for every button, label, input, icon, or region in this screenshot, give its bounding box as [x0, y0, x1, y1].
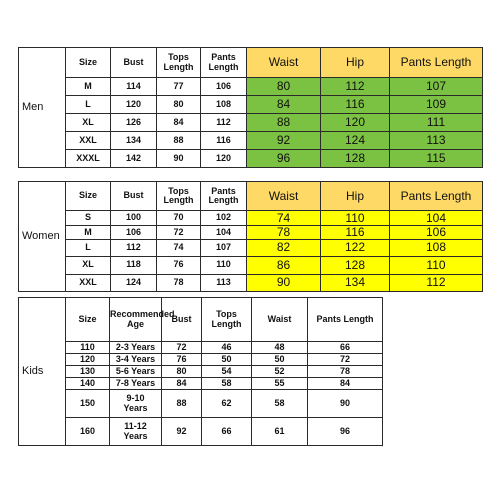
header-bust: Bust: [111, 182, 157, 211]
header-tops-length: Tops Length: [157, 182, 201, 211]
cell-waist: 50: [252, 354, 308, 366]
table-row: [19, 211, 483, 226]
cell-size: S: [66, 211, 111, 226]
table-row: [19, 226, 483, 240]
cell-pants-length: 112: [201, 114, 247, 132]
cell-bust: 88: [162, 390, 202, 418]
header-waist: Waist: [252, 298, 308, 342]
cell-size: 110: [66, 342, 110, 354]
header-bust: Bust: [111, 48, 157, 78]
cell-size: XXXL: [66, 150, 111, 168]
women-header-row: [19, 182, 483, 211]
cell-hip: 116: [321, 96, 390, 114]
table-row: [19, 390, 383, 418]
cell-waist: 61: [252, 418, 308, 446]
cell-pants-length: 96: [308, 418, 383, 446]
cell-hip: 128: [321, 256, 390, 274]
cell-size: 150: [66, 390, 110, 418]
cell-bust: 120: [111, 96, 157, 114]
cell-size: 120: [66, 354, 110, 366]
cell-waist: 82: [247, 239, 321, 256]
header-hip: Hip: [321, 48, 390, 78]
header-size: Size: [66, 182, 111, 211]
table-row: [19, 418, 383, 446]
table-row: [19, 378, 383, 390]
cell-hip: 122: [321, 239, 390, 256]
cell-bust: 114: [111, 78, 157, 96]
cell-tops-length: 46: [202, 342, 252, 354]
cell-bust: 126: [111, 114, 157, 132]
header-pants-length: Pants Length: [201, 48, 247, 78]
cell-tops-length: 72: [157, 226, 201, 240]
table-row: [19, 96, 483, 114]
cell-pants-length: 104: [201, 226, 247, 240]
header-tops-length: Tops Length: [202, 298, 252, 342]
table-row: [19, 342, 383, 354]
cell-tops-length: 62: [202, 390, 252, 418]
cell-hip: 120: [321, 114, 390, 132]
cell-hip: 134: [321, 274, 390, 291]
cell-waist: 58: [252, 390, 308, 418]
cell-tops-length: 76: [157, 256, 201, 274]
cell-age: 7-8 Years: [110, 378, 162, 390]
cell-tops-length: 77: [157, 78, 201, 96]
men-header-row: [19, 48, 483, 78]
cell-pants-length-2: 109: [390, 96, 483, 114]
cell-tops-length: 54: [202, 366, 252, 378]
cell-waist: 80: [247, 78, 321, 96]
cell-tops-length: 84: [157, 114, 201, 132]
table-row: [19, 150, 483, 168]
cell-hip: 124: [321, 132, 390, 150]
cell-size: XXL: [66, 274, 111, 291]
cell-size: XL: [66, 114, 111, 132]
header-pants-length-2: Pants Length: [390, 48, 483, 78]
cell-pants-length-2: 115: [390, 150, 483, 168]
table-row: [19, 78, 483, 96]
cell-waist: 55: [252, 378, 308, 390]
cell-pants-length: 66: [308, 342, 383, 354]
cell-tops-length: 90: [157, 150, 201, 168]
cell-pants-length: 113: [201, 274, 247, 291]
cell-waist: 90: [247, 274, 321, 291]
cell-pants-length: 120: [201, 150, 247, 168]
cell-pants-length-2: 110: [390, 256, 483, 274]
cell-pants-length: 78: [308, 366, 383, 378]
cell-bust: 72: [162, 342, 202, 354]
cell-size: L: [66, 239, 111, 256]
cell-waist: 88: [247, 114, 321, 132]
cell-size: 140: [66, 378, 110, 390]
cell-bust: 112: [111, 239, 157, 256]
cell-pants-length: 108: [201, 96, 247, 114]
cell-size: XXL: [66, 132, 111, 150]
cell-size: M: [66, 226, 111, 240]
table-row: [19, 114, 483, 132]
cell-waist: 78: [247, 226, 321, 240]
cell-pants-length-2: 106: [390, 226, 483, 240]
cell-size: 130: [66, 366, 110, 378]
header-size: Size: [66, 298, 110, 342]
cell-waist: 48: [252, 342, 308, 354]
cell-pants-length-2: 113: [390, 132, 483, 150]
cell-bust: 118: [111, 256, 157, 274]
cell-size: XL: [66, 256, 111, 274]
header-pants-length: Pants Length: [308, 298, 383, 342]
header-pants-length-2: Pants Length: [390, 182, 483, 211]
cell-bust: 142: [111, 150, 157, 168]
cell-hip: 110: [321, 211, 390, 226]
cell-bust: 76: [162, 354, 202, 366]
table-row: [19, 256, 483, 274]
header-bust: Bust: [162, 298, 202, 342]
cell-waist: 84: [247, 96, 321, 114]
cell-tops-length: 66: [202, 418, 252, 446]
cell-waist: 74: [247, 211, 321, 226]
cell-bust: 134: [111, 132, 157, 150]
cell-waist: 86: [247, 256, 321, 274]
kids-header-row: [19, 298, 383, 342]
cell-bust: 92: [162, 418, 202, 446]
cell-age: 11-12 Years: [110, 418, 162, 446]
cell-bust: 106: [111, 226, 157, 240]
cell-hip: 128: [321, 150, 390, 168]
cell-pants-length: 116: [201, 132, 247, 150]
men-group-label: Men: [19, 48, 66, 168]
cell-tops-length: 58: [202, 378, 252, 390]
cell-pants-length: 110: [201, 256, 247, 274]
cell-size: L: [66, 96, 111, 114]
cell-pants-length-2: 112: [390, 274, 483, 291]
cell-hip: 112: [321, 78, 390, 96]
cell-bust: 100: [111, 211, 157, 226]
cell-tops-length: 50: [202, 354, 252, 366]
cell-bust: 84: [162, 378, 202, 390]
cell-bust: 124: [111, 274, 157, 291]
cell-hip: 116: [321, 226, 390, 240]
men-size-table: [18, 47, 483, 168]
cell-bust: 80: [162, 366, 202, 378]
cell-waist: 52: [252, 366, 308, 378]
cell-size: M: [66, 78, 111, 96]
cell-pants-length-2: 111: [390, 114, 483, 132]
table-row: [19, 239, 483, 256]
cell-age: 9-10 Years: [110, 390, 162, 418]
cell-waist: 96: [247, 150, 321, 168]
header-recommended-age: Recommended Age: [110, 298, 162, 342]
cell-tops-length: 80: [157, 96, 201, 114]
cell-pants-length: 106: [201, 78, 247, 96]
cell-pants-length-2: 107: [390, 78, 483, 96]
cell-pants-length: 90: [308, 390, 383, 418]
cell-pants-length-2: 104: [390, 211, 483, 226]
cell-size: 160: [66, 418, 110, 446]
cell-tops-length: 74: [157, 239, 201, 256]
women-group-label: Women: [19, 182, 66, 292]
cell-tops-length: 70: [157, 211, 201, 226]
cell-age: 5-6 Years: [110, 366, 162, 378]
cell-tops-length: 88: [157, 132, 201, 150]
cell-pants-length: 107: [201, 239, 247, 256]
header-waist: Waist: [247, 48, 321, 78]
header-hip: Hip: [321, 182, 390, 211]
kids-group-label: Kids: [19, 298, 66, 446]
cell-age: 3-4 Years: [110, 354, 162, 366]
header-tops-length: Tops Length: [157, 48, 201, 78]
cell-tops-length: 78: [157, 274, 201, 291]
cell-pants-length: 84: [308, 378, 383, 390]
header-waist: Waist: [247, 182, 321, 211]
table-row: [19, 366, 383, 378]
table-row: [19, 132, 483, 150]
kids-size-table: [18, 297, 383, 446]
cell-pants-length: 102: [201, 211, 247, 226]
table-row: [19, 354, 383, 366]
women-size-table: [18, 181, 483, 292]
header-size: Size: [66, 48, 111, 78]
header-pants-length: Pants Length: [201, 182, 247, 211]
cell-waist: 92: [247, 132, 321, 150]
table-row: [19, 274, 483, 291]
cell-age: 2-3 Years: [110, 342, 162, 354]
cell-pants-length: 72: [308, 354, 383, 366]
cell-pants-length-2: 108: [390, 239, 483, 256]
